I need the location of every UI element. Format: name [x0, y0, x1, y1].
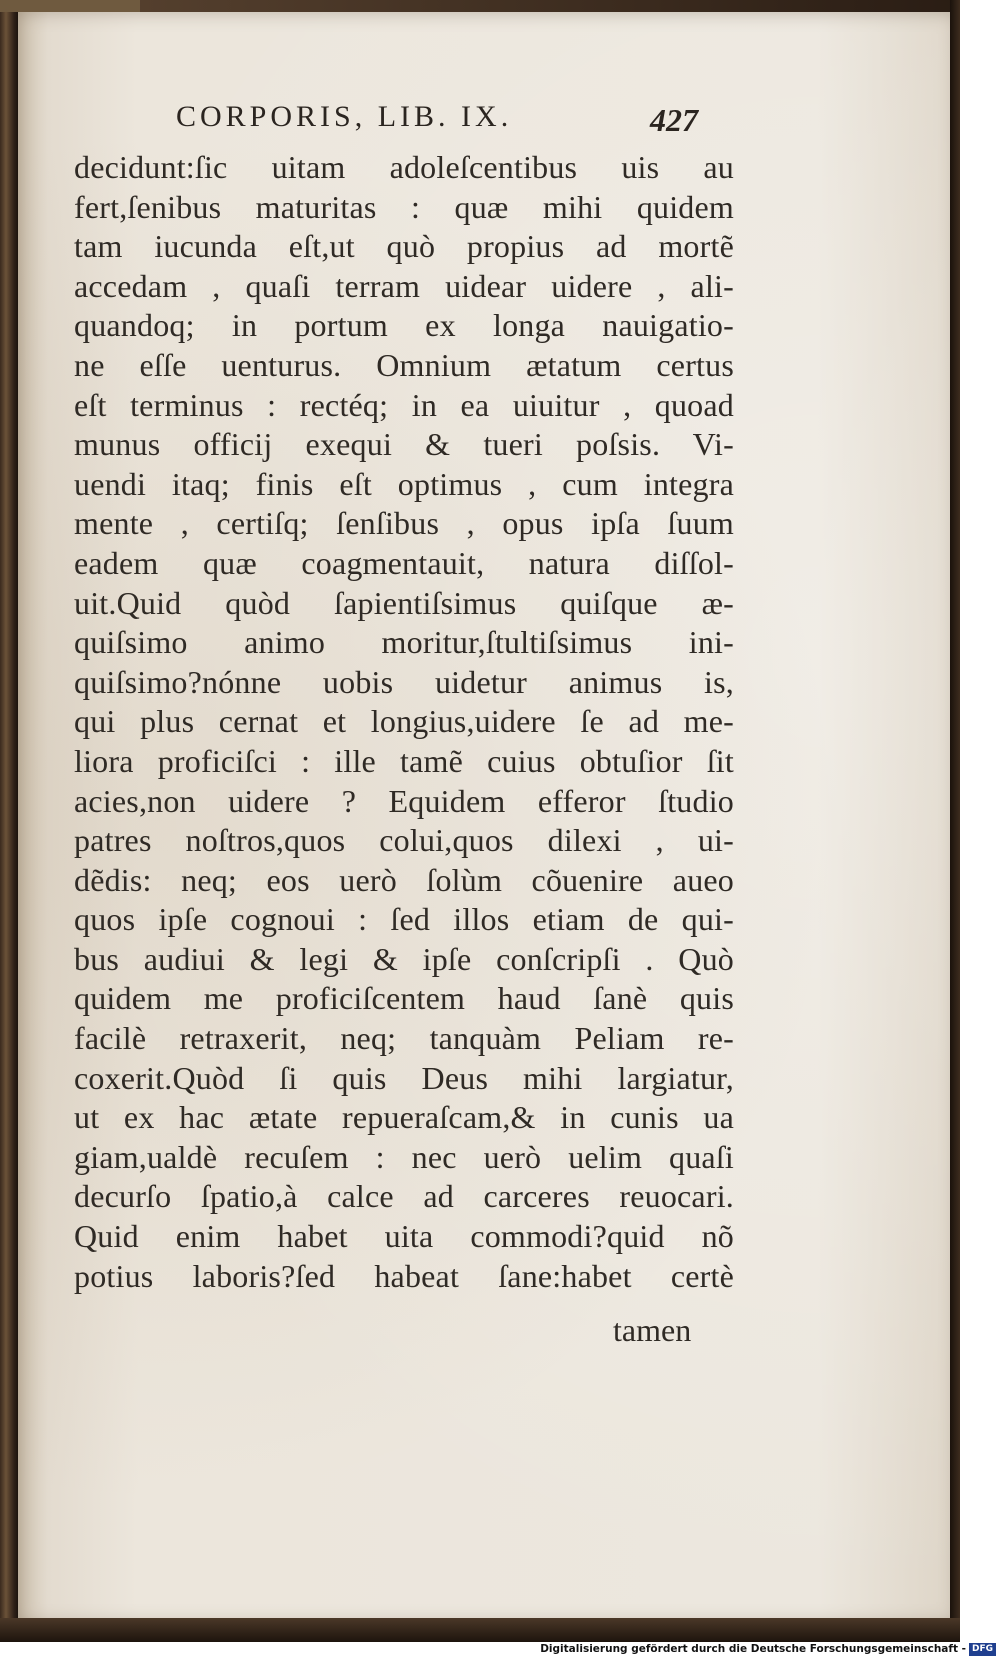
text-line: decidunt:ſic uitam adoleſcentibus uis au: [74, 149, 734, 185]
text-line: qui plus cernat et longius,uidere ſe ad me-: [74, 703, 734, 740]
dfg-logo: DFG: [969, 1643, 996, 1656]
text-line: quos ipſe cognoui : ſed illos etiam de qui-: [74, 901, 734, 938]
text-line: accedam , quaſi terram uidear uidere , ali-: [74, 267, 734, 304]
text-line: quandoq; in portum ex longa nauigatio-: [74, 307, 734, 344]
paper-page: [18, 12, 958, 1624]
text-line: eadem quæ coagmentauit, natura diſſol-: [74, 544, 734, 581]
text-line: facilè retraxerit, neq; tanquàm Peliam re-: [74, 1020, 734, 1057]
text-line: decurſo ſpatio,à calce ad carceres reuocari.: [74, 1178, 734, 1215]
text-line: quidem me proficiſcentem haud ſanè quis: [74, 980, 734, 1017]
text-line: uit.Quid quòd ſapientiſsimus quiſque æ-: [74, 584, 734, 621]
text-line: fert,ſenibus maturitas : quæ mihi quidem: [74, 188, 734, 225]
text-line: potius laboris?ſed habeat ſane:habet certè: [74, 1257, 734, 1294]
body-text: [74, 148, 734, 1296]
text-line: eſt terminus : rectéq; in ea uiuitur , quoad: [74, 386, 734, 423]
text-line: coxerit.Quòd ſi quis Deus mihi largiatur,: [74, 1059, 734, 1096]
text-line: uendi itaq; finis eſt optimus , cum integra: [74, 465, 734, 502]
text-line: Quid enim habet uita commodi?quid nõ: [74, 1218, 734, 1255]
text-line: mente , certiſq; ſenſibus , opus ipſa ſuum: [74, 505, 734, 542]
text-line: quiſsimo?nónne uobis uidetur animus is,: [74, 663, 734, 700]
book-bottom-edge: [0, 1618, 960, 1642]
page-right-edge: [950, 0, 960, 1638]
text-line: munus officij exequi & tueri poſsis. Vi-: [74, 426, 734, 463]
binding-top-mark: [0, 0, 140, 12]
text-line: ut ex hac ætate repueraſcam,& in cunis ua: [74, 1099, 734, 1136]
text-line: patres noſtros,quos colui,quos dilexi , ui-: [74, 822, 734, 859]
page-number: 427: [650, 102, 698, 138]
text-line: acies,non uidere ? Equidem efferor ſtudio: [74, 782, 734, 819]
text-line: dẽdis: neq; eos uerò ſolùm cõuenire aueo: [74, 861, 734, 898]
digitization-credit: Digitalisierung gefördert durch die Deutsche Forschungsgemeinschaft -: [540, 1643, 966, 1655]
text-line: giam,ualdè recuſem : nec uerò uelim quaſi: [74, 1138, 734, 1175]
running-title: CORPORIS, LIB. IX.: [176, 100, 513, 133]
text-line: tam iucunda eſt,ut quò propius ad mortẽ: [74, 228, 734, 265]
catchword: tamen: [613, 1312, 692, 1348]
text-line: quiſsimo animo moritur,ſtultiſsimus ini-: [74, 624, 734, 661]
text-line: ne eſſe uenturus. Omnium ætatum certus: [74, 346, 734, 383]
text-line: liora proficiſci : ille tamẽ cuius obtuſior ſit: [74, 742, 734, 779]
text-line: bus audiui & legi & ipſe conſcripſi . Quò: [74, 940, 734, 977]
